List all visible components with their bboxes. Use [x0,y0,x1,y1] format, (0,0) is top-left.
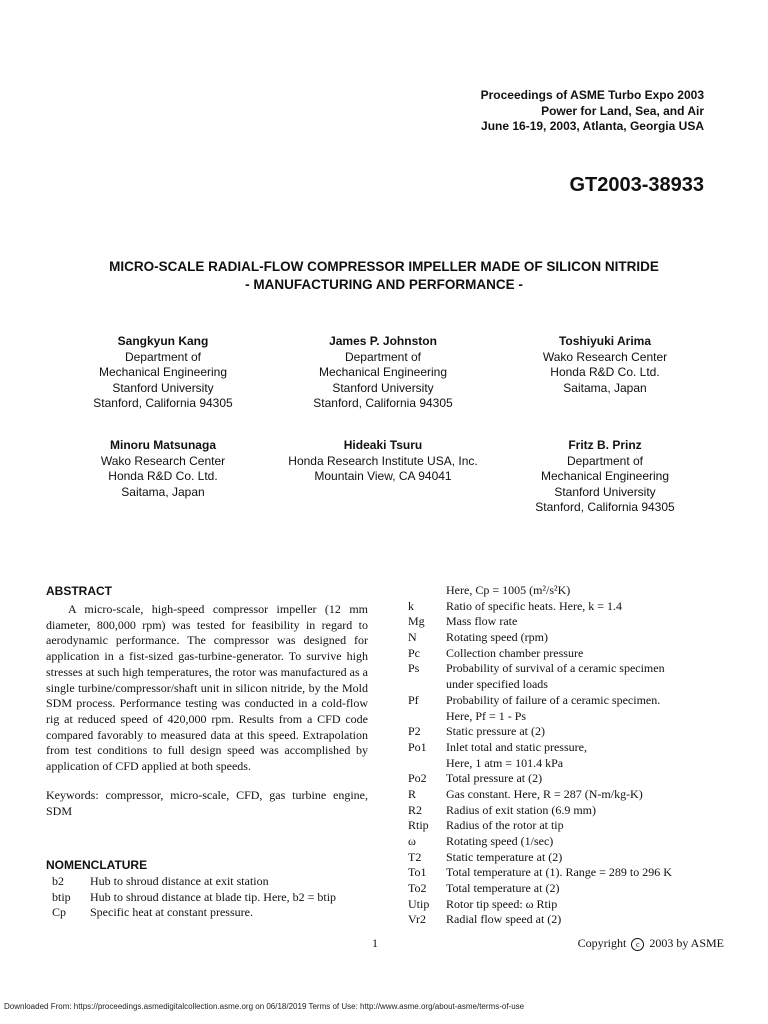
nomenclature-row [408,818,738,834]
nomenclature-definition: Ratio of specific heats. Here, k = 1.4 [446,598,623,613]
author-block [490,438,720,516]
nomenclature-definition: Static pressure at (2) [446,724,545,739]
abstract-text: A micro-scale, high-speed compressor impeller (12 mm diameter, 800,000 rpm) was tested for feasibility in regard to aerodynamic performance. The compressor was designed for application in a fist-sized gas-turbine-generator. To survive high stresses at such high temperatures, the rotor was manufactured as a single turbine/compressor/shaft unit in silicon nitride, by the Mold SDM process. Performance testing was conducted in a cold-flow rig at reduced speed of 420,000 rpm. Results from a CFD code compared favorably to measured data at this speed. Extrapolation from test conditions to full design speed was accomplished by application of CFD applied at both speeds. [46,602,368,774]
page-number: 1 [372,936,378,950]
author-affiliation-line: Department of [344,349,422,364]
nomenclature-symbol: Mg [408,614,425,629]
conference-name: Proceedings of ASME Turbo Expo 2003 [480,88,704,102]
author-affiliation-line: Honda Research Institute USA, Inc. [288,453,478,468]
nomenclature-row [408,850,738,866]
nomenclature-row [408,803,738,819]
author-block [48,438,278,500]
copyright-notice [578,936,724,951]
nomenclature-definition: Probability of failure of a ceramic specimen. [446,692,661,707]
nomenclature-symbol: Pc [408,645,420,660]
author-name: Fritz B. Prinz [568,438,642,452]
nomenclature-symbol: k [408,598,414,613]
nomenclature-symbol: Ps [408,661,420,676]
nomenclature-definition: Radial flow speed at (2) [446,912,562,927]
nomenclature-definition: Specific heat at constant pressure. [90,905,253,920]
nomenclature-row [52,890,372,906]
nomenclature-definition: Hub to shroud distance at exit station [90,874,269,888]
nomenclature-definition: Mass flow rate [446,614,518,629]
download-footer: Downloaded From: https://proceedings.asmedigitalcollection.asme.org on 06/18/2019 Terms of Use: http://www.asme.org/about-asme/terms-of-use [4,1002,525,1011]
author-block [490,334,720,396]
author-affiliation-line: Stanford University [112,380,214,395]
paper-id: GT2003-38933 [569,174,704,196]
conference-date-location: June 16-19, 2003, Atlanta, Georgia USA [481,119,704,133]
author-affiliation-line: Wako Research Center [542,349,668,364]
nomenclature-row [408,771,738,787]
nomenclature-definition: Here, Pf = 1 - Ps [446,708,527,723]
author-affiliation-line: Stanford, California 94305 [93,396,233,410]
nomenclature-symbol: T2 [408,849,422,864]
author-affiliation-line: Stanford University [332,380,434,395]
nomenclature-definition: Total temperature at (2) [446,881,560,896]
author-name: James P. Johnston [329,334,437,348]
conference-subtitle: Power for Land, Sea, and Air [541,103,704,118]
author-affiliation-line: Mechanical Engineering [540,469,670,483]
nomenclature-definition: Inlet total and static pressure, [446,739,587,754]
nomenclature-symbol: ω [408,834,416,848]
author-affiliation-line: Stanford, California 94305 [313,396,453,410]
nomenclature-row [408,709,738,725]
nomenclature-row [408,583,738,599]
nomenclature-symbol: R2 [408,802,423,817]
nomenclature-heading: NOMENCLATURE [46,858,148,872]
copyright-prefix: Copyright [577,936,627,950]
nomenclature-definition: Gas constant. Here, R = 287 (N-m/kg-K) [446,786,643,801]
author-block [268,334,498,412]
nomenclature-row [408,724,738,740]
author-affiliation-line: Stanford, California 94305 [535,500,675,514]
author-affiliation-line: Honda R&D Co. Ltd. [108,469,218,483]
author-affiliation-line: Honda R&D Co. Ltd. [550,365,660,379]
nomenclature-row [408,614,738,630]
author-name: Minoru Matsunaga [109,438,216,452]
nomenclature-definition: Collection chamber pressure [446,645,584,660]
author-block [268,438,498,485]
nomenclature-definition: Static temperature at (2) [446,849,563,864]
nomenclature-definition: Hub to shroud distance at blade tip. Here, b2 = btip [90,889,337,904]
author-affiliation-line: Department of [124,349,202,364]
nomenclature-row [408,693,738,709]
author-affiliation-line: Saitama, Japan [121,484,205,499]
nomenclature-symbol: Pf [408,692,419,707]
nomenclature-definition: Here, 1 atm = 101.4 kPa [446,755,564,770]
nomenclature-row [408,834,738,850]
nomenclature-row [408,599,738,615]
abstract-heading: ABSTRACT [46,584,112,598]
nomenclature-row [408,630,738,646]
nomenclature-row [52,905,372,921]
conference-info [481,88,704,135]
nomenclature-symbol: To1 [408,865,427,880]
author-affiliation-line: Mechanical Engineering [98,365,228,379]
abstract-body [46,602,368,775]
nomenclature-row [408,912,738,928]
nomenclature-symbol: R [408,786,417,801]
nomenclature-definition: Rotating speed (rpm) [446,630,548,645]
nomenclature-row [408,897,738,913]
nomenclature-row [52,874,372,890]
nomenclature-symbol: P2 [408,724,421,739]
nomenclature-definition: Total pressure at (2) [446,771,543,786]
nomenclature-symbol: To2 [408,881,427,896]
nomenclature-symbol: Po1 [408,739,427,754]
copyright-icon: c [631,938,644,951]
nomenclature-row [408,787,738,803]
nomenclature-symbol: b2 [52,874,64,888]
author-name: Hideaki Tsuru [343,438,423,452]
nomenclature-row [408,881,738,897]
author-block [48,334,278,412]
author-affiliation-line: Stanford University [554,484,656,499]
nomenclature-definition: Here, Cp = 1005 (m²/s²K) [446,583,571,597]
nomenclature-symbol: Rtip [408,818,429,833]
nomenclature-row [408,661,738,677]
nomenclature-symbol: N [408,630,417,645]
copyright-suffix: 2003 by ASME [649,936,724,950]
nomenclature-symbol: btip [52,889,71,904]
author-name: Toshiyuki Arima [558,334,652,348]
nomenclature-definition: Total temperature at (1). Range = 289 to 296 K [446,865,672,880]
author-affiliation-line: Mechanical Engineering [318,365,448,379]
author-affiliation-line: Wako Research Center [100,453,226,468]
nomenclature-symbol: Cp [52,905,67,920]
nomenclature-list-right [408,583,738,928]
nomenclature-symbol: Po2 [408,771,427,786]
nomenclature-list-left [52,874,372,921]
title-line-1: MICRO-SCALE RADIAL-FLOW COMPRESSOR IMPELLER MADE OF SILICON NITRIDE [109,259,659,274]
author-affiliation-line: Mountain View, CA 94041 [314,469,452,483]
nomenclature-row [408,756,738,772]
author-affiliation-line: Saitama, Japan [563,380,647,395]
author-name: Sangkyun Kang [117,334,209,348]
nomenclature-symbol: Utip [408,896,430,911]
nomenclature-row [408,865,738,881]
paper-title [0,258,768,294]
title-line-2: - MANUFACTURING AND PERFORMANCE - [245,277,523,292]
nomenclature-symbol: Vr2 [408,912,426,927]
keywords: Keywords: compressor, micro-scale, CFD, gas turbine engine, SDM [46,788,368,818]
nomenclature-definition: Radius of the rotor at tip [446,818,564,833]
nomenclature-definition: under specified loads [446,677,548,692]
nomenclature-row [408,646,738,662]
nomenclature-row [408,677,738,693]
author-affiliation-line: Department of [566,453,644,468]
nomenclature-definition: Radius of exit station (6.9 mm) [446,802,596,817]
nomenclature-definition: Rotating speed (1/sec) [446,834,554,848]
nomenclature-definition: Rotor tip speed: ω Rtip [446,896,558,911]
nomenclature-row [408,740,738,756]
nomenclature-definition: Probability of survival of a ceramic specimen [446,661,665,676]
